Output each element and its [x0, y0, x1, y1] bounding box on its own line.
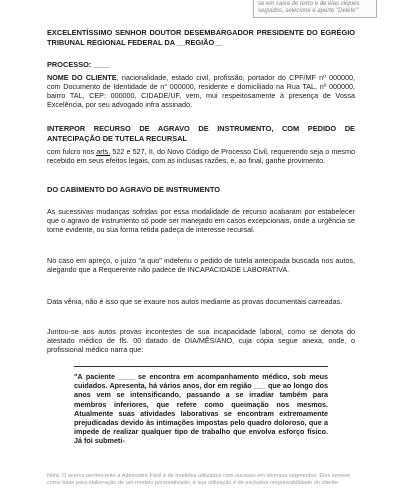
quote-divider — [74, 366, 328, 367]
tip-text: se em caixa de texto e de elas cliques seguidos, selecione e aperte "Delete" — [258, 1, 360, 14]
basis-articles: arts. — [96, 147, 111, 156]
tip-box — [253, 0, 377, 18]
medical-quote: "A paciente ____ se encontra em acompanhamento médico, sob meus cuidados. Apresenta, há vários anos, dor em região ___ que ao longo dos anos vem se intensificando, passando a se irradiar também para membros inferiores, que refere como queimação nos mesmos. Atualmente suas atividades laborativas se encontram extremamente prejudicadas devido às intimações impostas pelo quadro doloroso, que a impede de realizar qualquer tipo de trabalho que envolva esforço físico. Já foi submeti- — [74, 372, 328, 446]
qualification-paragraph — [47, 73, 355, 109]
client-name: NOME DO CLIENTE — [47, 73, 117, 82]
footer-note — [47, 473, 355, 487]
paragraph-1: As sucessivas mudanças sofridas por essa modalidade de recurso acabaram por estabelecer que o agravo de instrumento só pode ser manejado em casos excepcionais, onde a urgência se torne evidente, ou sua forma retida padeça de interesse recursal. — [47, 207, 355, 234]
basis-suffix: 522 e 527, II, do Novo Código de Processo Civil, requerendo seja o mesmo recebido em seus efeitos legais, com as inclusas razões, e, ao final, ganhe provimento. — [47, 147, 356, 165]
processo-number: PROCESSO: ____ — [47, 60, 110, 69]
basis-prefix: com fulcro nos — [47, 147, 97, 156]
addressee-heading: EXCELENTÍSSIMO SENHOR DOUTOR DESEMBARGADOR PRESIDENTE DO EGRÉGIO TRIBUNAL REGIONAL FEDERAL DA __REGIÃO__ — [47, 28, 355, 47]
paragraph-4: Juntou-se aos autos provas incontestes de sua incapacidade laboral, como se denota do atestado médico de fls. 00 datado de DIA/MÊS/ANO, cuja cópia segue anexa, onde, o profissional médico narra que: — [47, 327, 355, 354]
footer-label: Nota: — [47, 473, 61, 479]
legal-basis-paragraph — [47, 147, 355, 165]
footer-text: O acervo pertencente a Administre Fácil é de modelos utilizados com sucesso em diversos segmentos. Eles servem como base para elaboração de um modelo personalizado, e sua utilização é de exclusiva responsabilidade do cliente. — [47, 473, 351, 486]
section-title: DO CABIMENTO DO AGRAVO DE INSTRUMENTO — [47, 185, 221, 194]
qualification-text: , nacionalidade, estado civil, profissão, portador do CPF/MF nº 000000, com Documento de Identidade de n° 000000, residente e domiciliado na Rua TAL, nº 000000, bairro TAL, CEP: 000000, CIDADE/UF, vem, mui respeitosamente à presença de Vossa Excelência, por seu advogado infra assinado, — [47, 73, 355, 109]
paragraph-2: No caso em apreço, o juízo "a quo" indeferiu o pedido de tutela antecipada buscada nos autos, alegando que a Requerente não padece de INCAPACIDADE LABORATIVA. — [47, 256, 355, 274]
action-title: INTERPOR RECURSO DE AGRAVO DE INSTRUMENTO, COM PEDIDO DE ANTECIPAÇÃO DE TUTELA RECURSAL — [47, 124, 355, 143]
paragraph-3: Data vênia, não é isso que se exaure nos autos mediante as provas documentais carreadas. — [47, 297, 343, 306]
